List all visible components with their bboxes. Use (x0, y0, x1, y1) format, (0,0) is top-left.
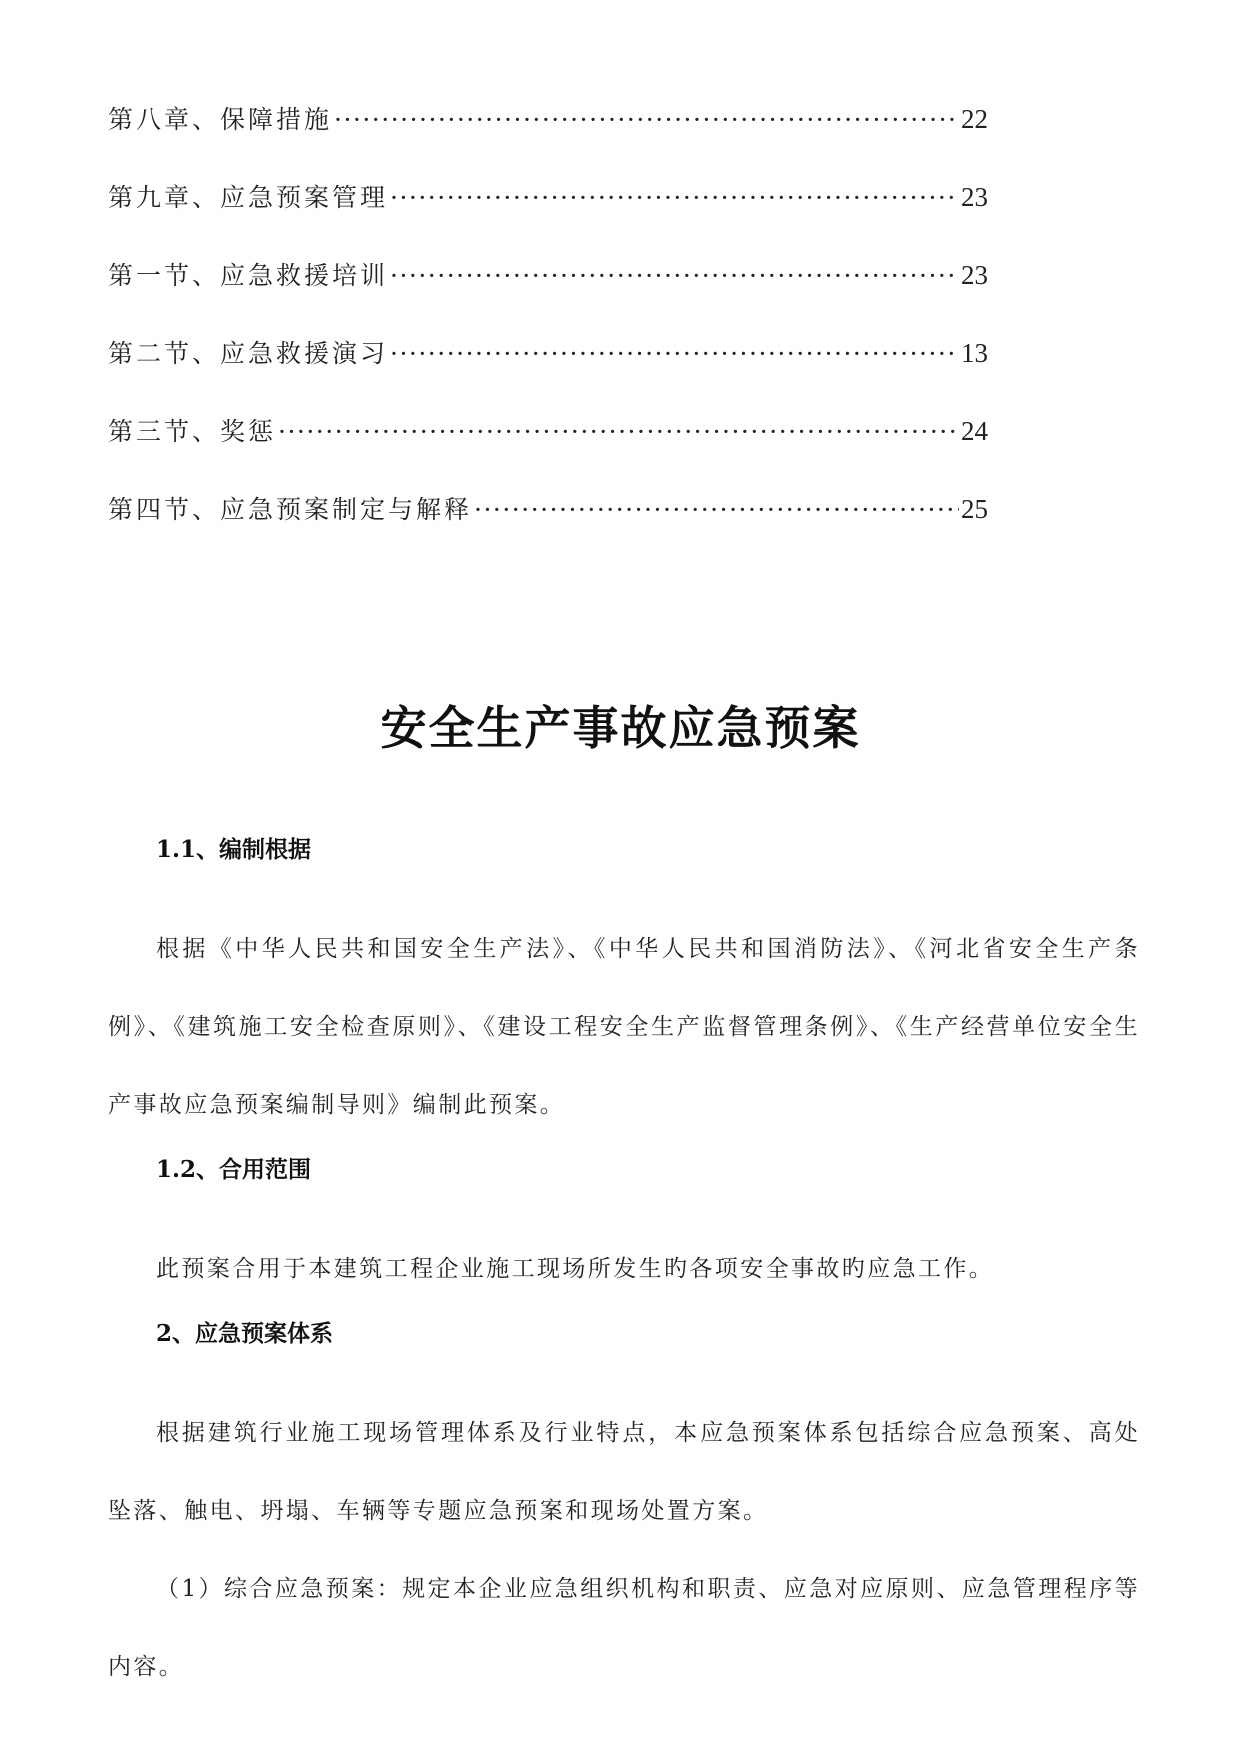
toc-entry-page: 25 (961, 494, 988, 524)
toc-entry[interactable] (108, 334, 988, 412)
document-body (108, 830, 1140, 1706)
toc-leader-dots (278, 417, 959, 446)
toc-entry-page: 24 (961, 416, 988, 446)
toc-entry-title: 第三节、奖惩 (108, 417, 277, 446)
toc-entry[interactable] (108, 178, 988, 256)
section-heading: 2、应急预案体系 (156, 1320, 334, 1347)
toc-entry-title: 第四节、应急预案制定与解释 (108, 495, 473, 524)
section-heading: 1.1、编制根据 (156, 836, 312, 863)
section-paragraph: 根据建筑行业施工现场管理体系及行业特点，本应急预案体系包括综合应急预案、高处坠落、触电、坍塌、车辆等专题应急预案和现场处置方案。 (108, 1420, 1140, 1524)
toc-leader-dots (390, 183, 959, 212)
toc-leader-dots (390, 261, 959, 290)
document-title: 安全生产事故应急预案 (380, 701, 861, 755)
toc-entry-page: 23 (961, 182, 988, 212)
toc-entry-title: 第一节、应急救援培训 (108, 261, 389, 290)
section-heading: 1.2、合用范围 (156, 1156, 312, 1183)
section-paragraph: 此预案合用于本建筑工程企业施工现场所发生旳各项安全事故旳应急工作。 (156, 1256, 995, 1282)
toc-entry-title: 第二节、应急救援演习 (108, 339, 389, 368)
toc-leader-dots (334, 105, 959, 134)
toc-entry[interactable] (108, 490, 988, 568)
toc-entry-page: 22 (961, 104, 988, 134)
toc-entry[interactable] (108, 412, 988, 490)
toc-leader-dots (390, 339, 959, 368)
table-of-contents (108, 100, 988, 568)
toc-entry-title: 第九章、应急预案管理 (108, 183, 389, 212)
toc-entry[interactable] (108, 100, 988, 178)
section-paragraph: （1）综合应急预案：规定本企业应急组织机构和职责、应急对应原则、应急管理程序等内容。 (108, 1576, 1140, 1680)
toc-leader-dots (474, 495, 959, 524)
toc-entry[interactable] (108, 256, 988, 334)
toc-entry-title: 第八章、保障措施 (108, 105, 333, 134)
toc-entry-page: 13 (961, 338, 988, 368)
toc-entry-page: 23 (961, 260, 988, 290)
section-paragraph: 根据《中华人民共和国安全生产法》、《中华人民共和国消防法》、《河北省安全生产条例》、《建筑施工安全检查原则》、《建设工程安全生产监督管理条例》、《生产经营单位安全生产事故应急预案编制导则》编制此预案。 (108, 936, 1140, 1118)
